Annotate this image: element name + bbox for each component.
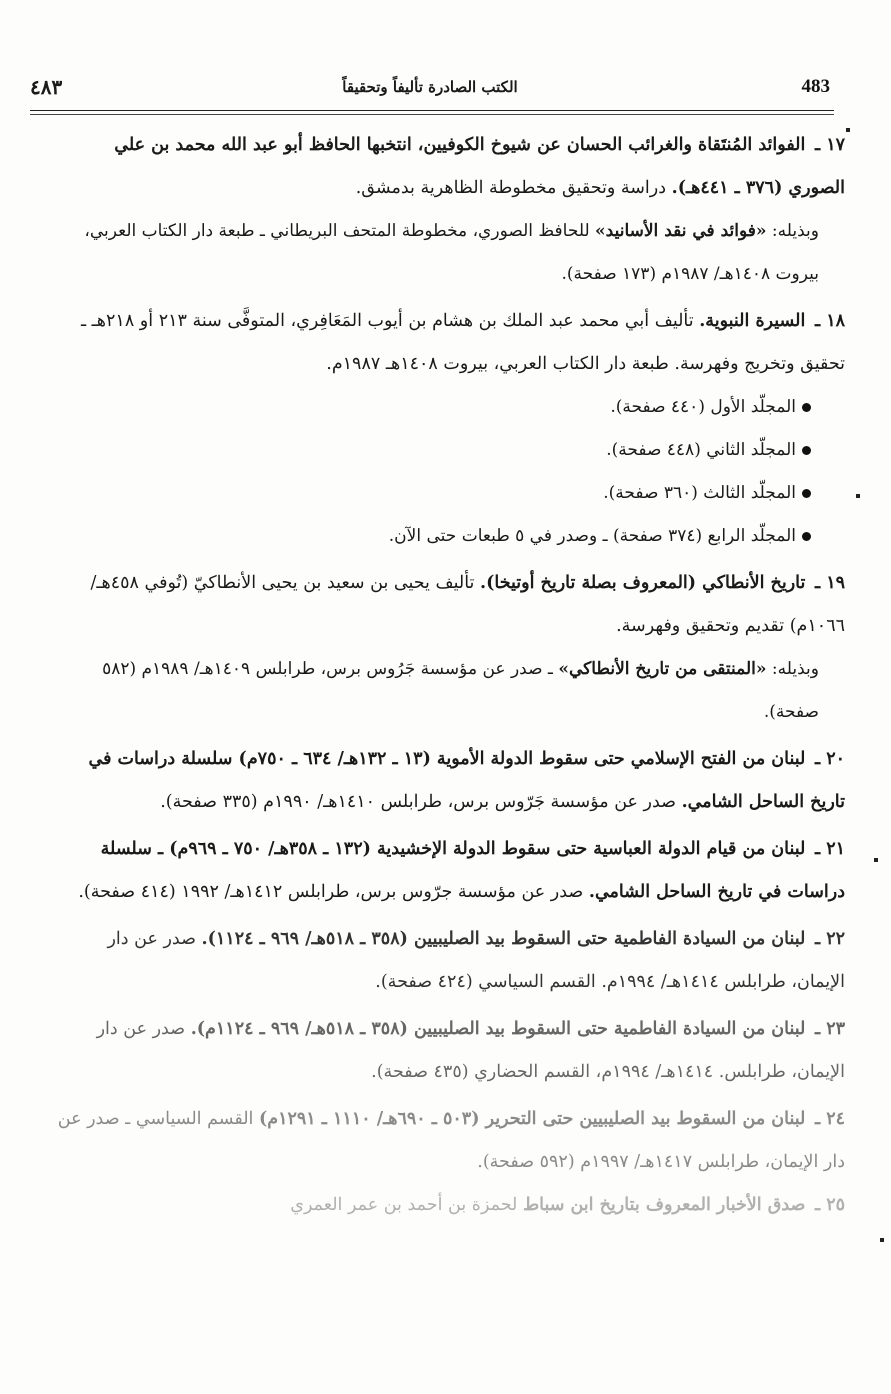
entry-title: الفوائد المُنتَقاة والغرائب الحسان عن شيوخ الكوفيين، انتخبها الحافظ أبو عبد الله محمد بن علي الصوري (٣٧٦ ـ ٤٤١هـ). <box>114 135 845 198</box>
entry-title: لبنان من قيام الدولة العباسية حتى سقوط الدولة الإخشيدية (١٣٢ ـ ٣٥٨هـ/ ٧٥٠ ـ ٩٦٩م) ـ سلسلة دراسات في تاريخ الساحل الشامي. <box>100 839 845 902</box>
appendix-title: «فوائد في نقد الأسانيد» <box>595 221 767 241</box>
list-item <box>55 300 845 386</box>
volume-text: المجلّد الثاني (٤٤٨ صفحة). <box>606 440 796 460</box>
entry-text: صدر عن دار الإيمان، طرابلس ١٤١٤هـ/ ١٩٩٤م. القسم السياسي (٤٢٤ صفحة). <box>107 929 845 992</box>
entry-text: صدر عن مؤسسة جرّوس برس، طرابلس ١٤١٢هـ/ ١٩٩٢ (٤١٤ صفحة). <box>78 882 584 902</box>
bullet-icon <box>802 446 811 455</box>
volume-text: المجلّد الثالث (٣٦٠ صفحة). <box>603 483 796 503</box>
entry-text: صدر عن مؤسسة جَرّوس برس، طرابلس ١٤١٠هـ/ ١٩٩٠م (٣٣٥ صفحة). <box>160 792 677 812</box>
header-rule <box>30 110 834 111</box>
margin-mark <box>856 494 860 498</box>
margin-mark <box>880 1238 884 1242</box>
entry-number: ٢٤ ـ <box>814 1109 845 1129</box>
entry-text: القسم السياسي ـ صدر عن دار الإيمان، طرابلس ١٤١٧هـ/ ١٩٩٧م (٥٩٢ صفحة). <box>57 1109 845 1172</box>
entry-text: تأليف يحيى بن سعيد بن يحيى الأنطاكيّ (تُوفي ٤٥٨هـ/ ١٠٦٦م) تقديم وتحقيق وفهرسة. <box>90 573 845 636</box>
entry-number: ٢٣ ـ <box>814 1019 845 1039</box>
page-number-latin: 483 <box>801 76 830 97</box>
volume-item <box>55 386 811 429</box>
entry-title: صدق الأخبار المعروف بتاريخ ابن سباط <box>522 1195 806 1215</box>
entry-text: دراسة وتحقيق مخطوطة الظاهرية بدمشق. <box>355 178 667 198</box>
list-item <box>55 828 845 914</box>
bullet-icon <box>802 532 811 541</box>
bullet-icon <box>802 489 811 498</box>
appendix-text: للحافظ الصوري، مخطوطة المتحف البريطاني ـ طبعة دار الكتاب العربي، بيروت ١٤٠٨هـ/ ١٩٨٧م (١٧٣ صفحة). <box>84 221 819 284</box>
entry-number: ٢٢ ـ <box>814 929 845 949</box>
list-item <box>55 1008 845 1094</box>
list-item <box>55 562 845 648</box>
volume-text: المجلّد الرابع (٣٧٤ صفحة) ـ وصدر في ٥ طبعات حتى الآن. <box>388 526 796 546</box>
list-item <box>55 1098 845 1184</box>
appendix-text: ـ صدر عن مؤسسة جَرُوس برس، طرابلس ١٤٠٩هـ/ ١٩٨٩م (٥٨٢ صفحة). <box>102 659 819 722</box>
appendix-prefix: وبذيله: <box>771 221 819 241</box>
header-rule-thin <box>30 114 834 115</box>
volume-item <box>55 429 811 472</box>
volume-item <box>55 472 811 515</box>
entry-text: لحمزة بن أحمد بن عمر العمري <box>290 1195 518 1215</box>
list-item <box>55 124 845 210</box>
page-header <box>30 72 830 102</box>
entry-appendix <box>55 648 845 734</box>
volume-text: المجلّد الأول (٤٤٠ صفحة). <box>610 397 796 417</box>
entry-title: لبنان من الفتح الإسلامي حتى سقوط الدولة الأموية (١٣ ـ ١٣٢هـ/ ٦٣٤ ـ ٧٥٠م) سلسلة دراسات في تاريخ الساحل الشامي. <box>88 749 845 812</box>
entry-number: ١٨ ـ <box>814 311 845 331</box>
volume-list <box>55 386 845 558</box>
entries-list <box>55 124 845 1227</box>
entry-title: تاريخ الأنطاكي (المعروف بصلة تاريخ أوتيخا). <box>479 573 806 593</box>
volume-item <box>55 515 811 558</box>
entry-text: صدر عن دار الإيمان، طرابلس. ١٤١٤هـ/ ١٩٩٤م، القسم الحضاري (٤٣٥ صفحة). <box>96 1019 845 1082</box>
page-number-arabic: ٤٨٣ <box>30 75 63 99</box>
entry-number: ٢٠ ـ <box>814 749 845 769</box>
entry-title: لبنان من السيادة الفاطمية حتى السقوط بيد الصليبيين (٣٥٨ ـ ٥١٨هـ/ ٩٦٩ ـ ١١٢٤). <box>201 929 806 949</box>
running-title: الكتب الصادرة تأليفاً وتحقيقاً <box>342 78 518 96</box>
appendix-prefix: وبذيله: <box>771 659 819 679</box>
list-item <box>55 738 845 824</box>
entry-title: لبنان من السيادة الفاطمية حتى السقوط بيد الصليبيين (٣٥٨ ـ ٥١٨هـ/ ٩٦٩ ـ ١١٢٤م). <box>190 1019 806 1039</box>
entry-appendix <box>55 210 845 296</box>
margin-mark <box>846 128 850 132</box>
appendix-title: «المنتقى من تاريخ الأنطاكي» <box>558 659 767 679</box>
list-item <box>55 1184 845 1227</box>
entry-number: ٢١ ـ <box>814 839 845 859</box>
entry-number: ١٩ ـ <box>814 573 845 593</box>
margin-mark <box>874 858 878 862</box>
list-item <box>55 918 845 1004</box>
entry-number: ٢٥ ـ <box>814 1195 845 1215</box>
entry-title: السيرة النبوية. <box>699 311 806 331</box>
entry-title: لبنان من السقوط بيد الصليبيين حتى التحرير (٥٠٣ ـ ٦٩٠هـ/ ١١١٠ ـ ١٢٩١م) <box>258 1109 806 1129</box>
entry-number: ١٧ ـ <box>814 135 845 155</box>
bullet-icon <box>802 403 811 412</box>
entry-text: تأليف أبي محمد عبد الملك بن هشام بن أيوب المَعَافِري، المتوفَّى سنة ٢١٣ أو ٢١٨هـ ـ تحقيق وتخريج وفهرسة. طبعة دار الكتاب العربي، بيروت ١٤٠٨هـ ١٩٨٧م. <box>80 311 845 374</box>
